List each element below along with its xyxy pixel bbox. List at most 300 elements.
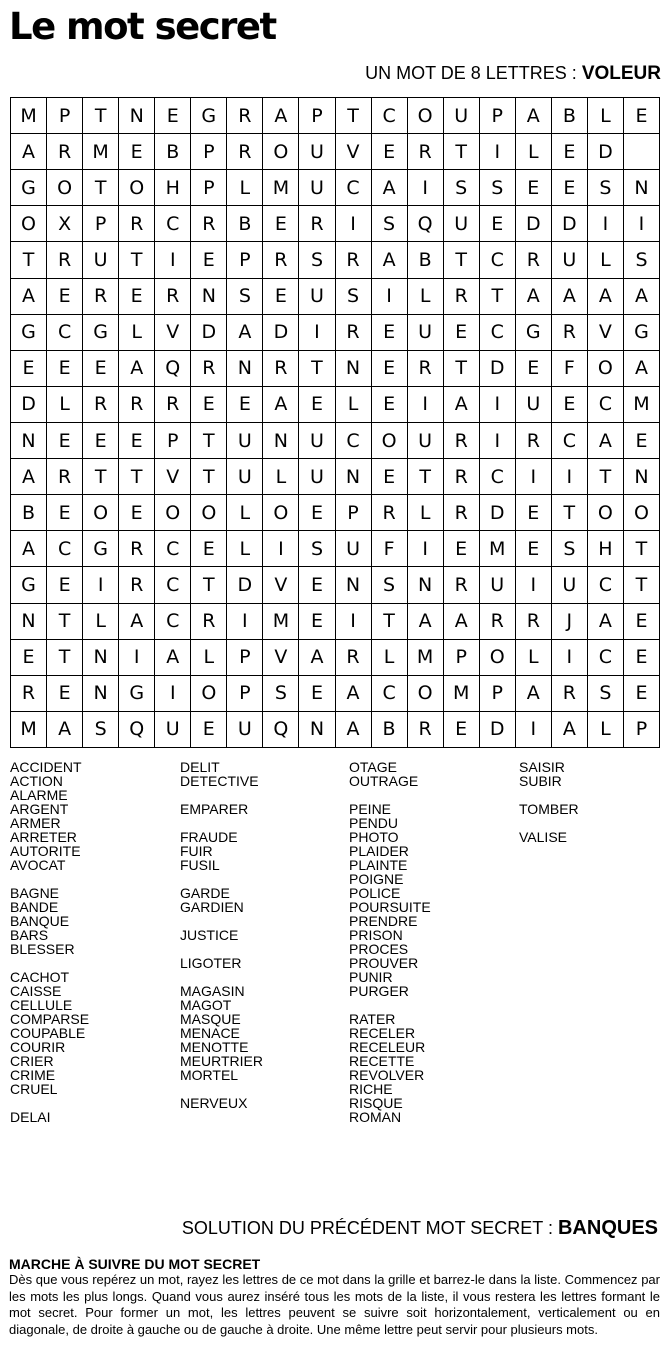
grid-cell[interactable]: T [624,531,660,567]
grid-cell[interactable]: A [552,712,588,748]
grid-cell[interactable]: I [336,206,372,242]
grid-cell[interactable]: T [83,98,119,134]
grid-cell[interactable]: E [263,279,299,315]
grid-cell[interactable]: P [83,206,119,242]
grid-cell[interactable]: C [552,423,588,459]
word-list-item[interactable]: GARDIEN [180,899,244,915]
grid-cell[interactable]: A [263,98,299,134]
grid-cell[interactable]: E [11,640,47,676]
grid-cell[interactable]: E [299,676,335,712]
grid-cell[interactable]: A [119,351,155,387]
grid-cell[interactable]: T [408,459,444,495]
grid-cell[interactable]: R [444,459,480,495]
word-list-item[interactable]: MENOTTE [180,1039,249,1055]
grid-cell[interactable]: R [299,206,335,242]
grid-cell[interactable]: C [155,531,191,567]
grid-cell[interactable]: B [552,98,588,134]
grid-cell[interactable]: U [299,459,335,495]
grid-cell[interactable]: S [372,206,408,242]
grid-cell[interactable]: U [227,459,263,495]
grid-cell[interactable]: R [516,604,552,640]
grid-cell[interactable]: P [299,98,335,134]
grid-cell[interactable]: A [336,712,372,748]
grid-cell[interactable]: N [624,459,660,495]
grid-cell[interactable]: A [444,604,480,640]
grid-cell[interactable]: O [155,495,191,531]
grid-cell[interactable]: E [191,387,227,423]
grid-cell[interactable]: C [372,676,408,712]
word-list-item[interactable]: ACCIDENT [10,759,82,775]
word-list-item[interactable]: AUTORITE [10,843,81,859]
grid-cell[interactable]: L [372,640,408,676]
grid-cell[interactable]: P [227,242,263,278]
word-list-item[interactable]: POIGNE [349,871,404,887]
grid-cell[interactable]: S [299,531,335,567]
word-list-item[interactable]: POURSUITE [349,899,431,915]
grid-cell[interactable]: O [624,495,660,531]
grid-cell[interactable]: I [263,531,299,567]
grid-cell[interactable]: S [372,567,408,603]
grid-cell[interactable]: I [516,712,552,748]
grid-cell[interactable]: E [624,640,660,676]
word-list-item[interactable]: JUSTICE [180,927,239,943]
word-list-item[interactable]: PENDU [349,815,399,831]
grid-cell[interactable]: E [47,495,83,531]
grid-cell[interactable]: G [119,676,155,712]
grid-cell[interactable]: M [444,676,480,712]
grid-cell[interactable]: C [480,459,516,495]
grid-cell[interactable]: N [191,279,227,315]
grid-cell[interactable]: C [588,640,624,676]
grid-cell[interactable]: A [263,387,299,423]
grid-cell[interactable]: R [516,423,552,459]
grid-cell[interactable]: E [191,242,227,278]
grid-cell[interactable]: F [552,351,588,387]
grid-cell[interactable]: C [372,98,408,134]
grid-cell[interactable]: S [263,676,299,712]
grid-cell[interactable]: R [263,351,299,387]
grid-cell[interactable]: A [516,98,552,134]
grid-cell[interactable]: O [372,423,408,459]
word-list-item[interactable]: SAISIR [519,759,565,775]
grid-cell[interactable]: L [516,134,552,170]
grid-cell[interactable]: R [83,279,119,315]
grid-cell[interactable]: L [408,279,444,315]
grid-cell[interactable]: R [11,676,47,712]
grid-cell[interactable]: H [155,170,191,206]
grid-cell[interactable]: O [11,206,47,242]
grid-cell[interactable]: R [408,712,444,748]
grid-cell[interactable]: G [624,315,660,351]
grid-cell[interactable]: P [47,98,83,134]
grid-cell[interactable]: U [408,423,444,459]
grid-cell[interactable]: T [480,279,516,315]
grid-cell[interactable]: T [47,640,83,676]
grid-cell[interactable]: N [119,98,155,134]
grid-cell[interactable]: O [263,495,299,531]
grid-cell[interactable]: R [155,279,191,315]
grid-cell[interactable]: R [119,387,155,423]
grid-cell[interactable]: P [336,495,372,531]
grid-cell[interactable]: E [47,423,83,459]
grid-cell[interactable]: E [299,387,335,423]
word-list-item[interactable]: CAISSE [10,983,62,999]
grid-cell[interactable]: S [588,676,624,712]
grid-cell[interactable]: E [119,134,155,170]
grid-cell[interactable]: V [155,315,191,351]
grid-cell[interactable]: P [191,134,227,170]
grid-cell[interactable]: O [263,134,299,170]
grid-cell[interactable]: Q [263,712,299,748]
grid-cell[interactable]: I [588,206,624,242]
grid-cell[interactable]: R [408,134,444,170]
grid-cell[interactable]: M [11,712,47,748]
grid-cell[interactable]: N [336,567,372,603]
grid-cell[interactable]: N [263,423,299,459]
grid-cell[interactable]: E [372,351,408,387]
grid-cell[interactable]: U [444,206,480,242]
grid-cell[interactable]: D [11,387,47,423]
grid-cell[interactable]: T [47,604,83,640]
grid-cell[interactable]: P [227,640,263,676]
grid-cell[interactable]: U [227,712,263,748]
grid-cell[interactable]: C [480,242,516,278]
grid-cell[interactable]: T [191,459,227,495]
grid-cell[interactable]: C [588,387,624,423]
grid-cell[interactable]: T [191,423,227,459]
grid-cell[interactable]: A [11,459,47,495]
grid-cell[interactable]: C [480,315,516,351]
grid-cell[interactable]: R [444,567,480,603]
grid-cell[interactable]: R [336,315,372,351]
grid-cell[interactable]: A [11,279,47,315]
grid-cell[interactable]: U [299,134,335,170]
grid-cell[interactable]: I [155,242,191,278]
grid-cell[interactable]: B [408,242,444,278]
word-list-item[interactable]: GARDE [180,885,230,901]
grid-cell[interactable]: G [191,98,227,134]
grid-cell[interactable]: L [83,604,119,640]
grid-cell[interactable]: H [588,531,624,567]
grid-cell[interactable]: E [191,712,227,748]
grid-cell[interactable]: D [480,712,516,748]
word-list-item[interactable]: NERVEUX [180,1095,248,1111]
grid-cell[interactable]: E [516,495,552,531]
word-list-item[interactable]: MAGOT [180,997,232,1013]
word-list-item[interactable]: MAGASIN [180,983,245,999]
grid-cell[interactable]: T [83,459,119,495]
word-list-item[interactable]: OTAGE [349,759,397,775]
grid-cell[interactable]: C [336,170,372,206]
grid-cell[interactable]: C [336,423,372,459]
grid-cell[interactable]: E [624,98,660,134]
grid-cell[interactable]: E [227,387,263,423]
word-list-item[interactable]: SUBIR [519,773,562,789]
grid-cell[interactable]: P [624,712,660,748]
grid-cell[interactable]: L [588,98,624,134]
word-list-item[interactable]: CRUEL [10,1081,58,1097]
grid-cell[interactable]: U [552,242,588,278]
grid-cell[interactable]: U [444,98,480,134]
word-list-item[interactable]: CELLULE [10,997,73,1013]
word-list-item[interactable]: DELAI [10,1109,51,1125]
word-list-item[interactable]: FUIR [180,843,213,859]
grid-cell[interactable]: L [408,495,444,531]
grid-cell[interactable]: D [552,206,588,242]
grid-cell[interactable]: L [263,459,299,495]
grid-cell[interactable]: T [299,351,335,387]
grid-cell[interactable]: E [624,604,660,640]
word-list-item[interactable]: BANDE [10,899,59,915]
grid-cell[interactable]: E [191,531,227,567]
grid-cell[interactable]: T [372,604,408,640]
word-list-item[interactable]: VALISE [519,829,567,845]
grid-cell[interactable]: A [119,604,155,640]
grid-cell[interactable]: E [624,676,660,712]
grid-cell[interactable]: P [480,676,516,712]
grid-cell[interactable]: M [263,170,299,206]
grid-cell[interactable]: E [444,315,480,351]
word-list-item[interactable]: MEURTRIER [180,1053,263,1069]
grid-cell[interactable]: U [83,242,119,278]
grid-cell[interactable]: E [263,206,299,242]
grid-cell[interactable]: E [516,351,552,387]
word-list-item[interactable]: REVOLVER [349,1067,425,1083]
grid-cell[interactable]: V [263,567,299,603]
word-list-item[interactable]: ARMER [10,815,61,831]
grid-cell[interactable]: O [47,170,83,206]
word-list-item[interactable]: PROCES [349,941,409,957]
grid-cell[interactable]: N [83,676,119,712]
grid-cell[interactable]: O [119,170,155,206]
grid-cell[interactable]: E [119,495,155,531]
grid-cell[interactable]: P [191,170,227,206]
word-list-item[interactable]: EMPARER [180,801,249,817]
grid-cell[interactable]: Q [155,351,191,387]
grid-cell[interactable]: L [516,640,552,676]
grid-cell[interactable]: P [444,640,480,676]
word-list-item[interactable]: COMPARSE [10,1011,90,1027]
grid-cell[interactable]: T [444,242,480,278]
grid-cell[interactable]: V [155,459,191,495]
grid-cell[interactable]: R [336,242,372,278]
grid-cell[interactable]: O [588,351,624,387]
grid-cell[interactable]: U [155,712,191,748]
grid-cell[interactable]: E [47,279,83,315]
grid-cell[interactable]: S [624,242,660,278]
grid-cell[interactable]: A [624,351,660,387]
grid-cell[interactable]: L [227,531,263,567]
grid-cell[interactable]: T [119,459,155,495]
grid-cell[interactable]: A [444,387,480,423]
grid-cell[interactable]: E [372,387,408,423]
grid-cell[interactable]: A [47,712,83,748]
grid-cell[interactable]: T [11,242,47,278]
grid-cell[interactable]: U [299,279,335,315]
grid-cell[interactable]: T [119,242,155,278]
grid-cell[interactable]: A [336,676,372,712]
grid-cell[interactable]: U [299,423,335,459]
grid-cell[interactable]: O [588,495,624,531]
grid-cell[interactable]: L [588,712,624,748]
word-list-item[interactable]: COUPABLE [10,1025,86,1041]
grid-cell[interactable]: R [155,387,191,423]
grid-cell[interactable]: N [227,351,263,387]
grid-cell[interactable]: I [552,640,588,676]
grid-cell[interactable]: V [263,640,299,676]
grid-cell[interactable]: E [119,279,155,315]
word-list-item[interactable]: RICHE [349,1081,393,1097]
grid-cell[interactable]: G [11,170,47,206]
grid-cell[interactable]: L [227,170,263,206]
grid-cell[interactable]: P [155,423,191,459]
word-list-item[interactable]: PLAIDER [349,843,409,859]
grid-cell[interactable]: R [83,387,119,423]
grid-cell[interactable]: L [336,387,372,423]
grid-cell[interactable]: A [516,676,552,712]
grid-cell[interactable]: U [480,567,516,603]
grid-cell[interactable]: L [588,242,624,278]
grid-cell[interactable]: S [227,279,263,315]
grid-cell[interactable]: E [83,423,119,459]
grid-cell[interactable]: B [11,495,47,531]
grid-cell[interactable]: I [83,567,119,603]
word-list-item[interactable]: BLESSER [10,941,75,957]
grid-cell[interactable]: E [299,567,335,603]
grid-cell[interactable]: E [155,98,191,134]
grid-cell[interactable]: C [155,206,191,242]
grid-cell[interactable]: A [11,531,47,567]
grid-cell[interactable]: E [552,387,588,423]
grid-cell[interactable]: T [336,98,372,134]
grid-cell[interactable]: C [155,604,191,640]
grid-cell[interactable]: M [408,640,444,676]
word-list-item[interactable]: ACTION [10,773,63,789]
grid-cell[interactable]: N [408,567,444,603]
grid-cell[interactable]: T [444,351,480,387]
grid-cell[interactable]: L [191,640,227,676]
grid-cell[interactable]: U [516,387,552,423]
grid-cell[interactable]: E [299,495,335,531]
grid-cell[interactable]: I [336,604,372,640]
grid-cell[interactable]: A [372,242,408,278]
grid-cell[interactable]: E [444,712,480,748]
grid-cell[interactable]: R [191,206,227,242]
grid-cell[interactable]: O [480,640,516,676]
grid-cell[interactable]: F [372,531,408,567]
grid-cell[interactable]: U [299,170,335,206]
grid-cell[interactable]: R [119,206,155,242]
grid-cell[interactable]: I [624,206,660,242]
grid-cell[interactable]: A [588,279,624,315]
word-list-item[interactable]: FUSIL [180,857,220,873]
grid-cell[interactable]: A [552,279,588,315]
grid-cell[interactable]: I [227,604,263,640]
word-list-item[interactable]: RECELER [349,1025,416,1041]
word-list-item[interactable]: PRISON [349,927,403,943]
grid-cell[interactable]: S [552,531,588,567]
grid-cell[interactable]: O [408,98,444,134]
grid-cell[interactable]: E [372,134,408,170]
grid-cell[interactable]: N [11,423,47,459]
grid-cell[interactable]: S [480,170,516,206]
grid-cell[interactable]: I [155,676,191,712]
grid-cell[interactable]: R [263,242,299,278]
grid-cell[interactable]: M [624,387,660,423]
grid-cell[interactable]: R [444,495,480,531]
grid-cell[interactable]: I [299,315,335,351]
grid-cell[interactable]: A [516,279,552,315]
word-list-item[interactable]: CACHOT [10,969,70,985]
word-list-item[interactable]: PURGER [349,983,409,999]
grid-cell[interactable]: B [227,206,263,242]
word-list-item[interactable]: PEINE [349,801,392,817]
grid-cell[interactable]: U [336,531,372,567]
word-list-item[interactable]: RECETTE [349,1053,415,1069]
grid-cell[interactable]: I [516,567,552,603]
grid-cell[interactable]: S [336,279,372,315]
grid-cell[interactable]: R [119,567,155,603]
grid-cell[interactable]: X [47,206,83,242]
grid-cell[interactable]: I [408,387,444,423]
grid-cell[interactable]: I [372,279,408,315]
word-list-item[interactable]: ARRETER [10,829,77,845]
grid-cell[interactable]: U [227,423,263,459]
word-list-item[interactable]: AVOCAT [10,857,66,873]
grid-cell[interactable]: R [336,640,372,676]
grid-cell[interactable]: E [83,351,119,387]
grid-cell[interactable]: E [480,206,516,242]
grid-cell[interactable]: L [119,315,155,351]
grid-cell[interactable]: I [480,134,516,170]
word-list-item[interactable]: TOMBER [519,801,579,817]
grid-cell[interactable]: D [516,206,552,242]
grid-cell[interactable]: I [480,387,516,423]
grid-cell[interactable]: R [227,98,263,134]
word-list-item[interactable]: LIGOTER [180,955,242,971]
grid-cell[interactable]: R [119,531,155,567]
grid-cell[interactable]: R [372,495,408,531]
grid-cell[interactable]: G [83,531,119,567]
grid-cell[interactable]: T [588,459,624,495]
grid-cell[interactable]: E [47,567,83,603]
grid-cell[interactable]: B [155,134,191,170]
grid-cell[interactable]: B [372,712,408,748]
word-list-item[interactable]: PRENDRE [349,913,418,929]
grid-cell[interactable]: N [624,170,660,206]
grid-cell[interactable]: A [372,170,408,206]
grid-cell[interactable]: S [444,170,480,206]
grid-cell[interactable]: R [480,604,516,640]
grid-cell[interactable]: S [83,712,119,748]
grid-cell[interactable]: I [119,640,155,676]
grid-cell[interactable]: E [372,459,408,495]
grid-cell[interactable]: R [191,351,227,387]
grid-cell[interactable]: R [444,423,480,459]
word-list-item[interactable]: PROUVER [349,955,419,971]
grid-cell[interactable]: D [480,495,516,531]
grid-cell[interactable]: P [227,676,263,712]
grid-cell[interactable]: D [480,351,516,387]
word-list-item[interactable]: FRAUDE [180,829,238,845]
word-list-item[interactable]: OUTRAGE [349,773,419,789]
grid-cell[interactable]: V [588,315,624,351]
grid-cell[interactable]: R [408,351,444,387]
grid-cell[interactable]: A [624,279,660,315]
grid-cell[interactable]: T [624,567,660,603]
grid-cell[interactable]: N [11,604,47,640]
grid-cell[interactable]: R [516,242,552,278]
